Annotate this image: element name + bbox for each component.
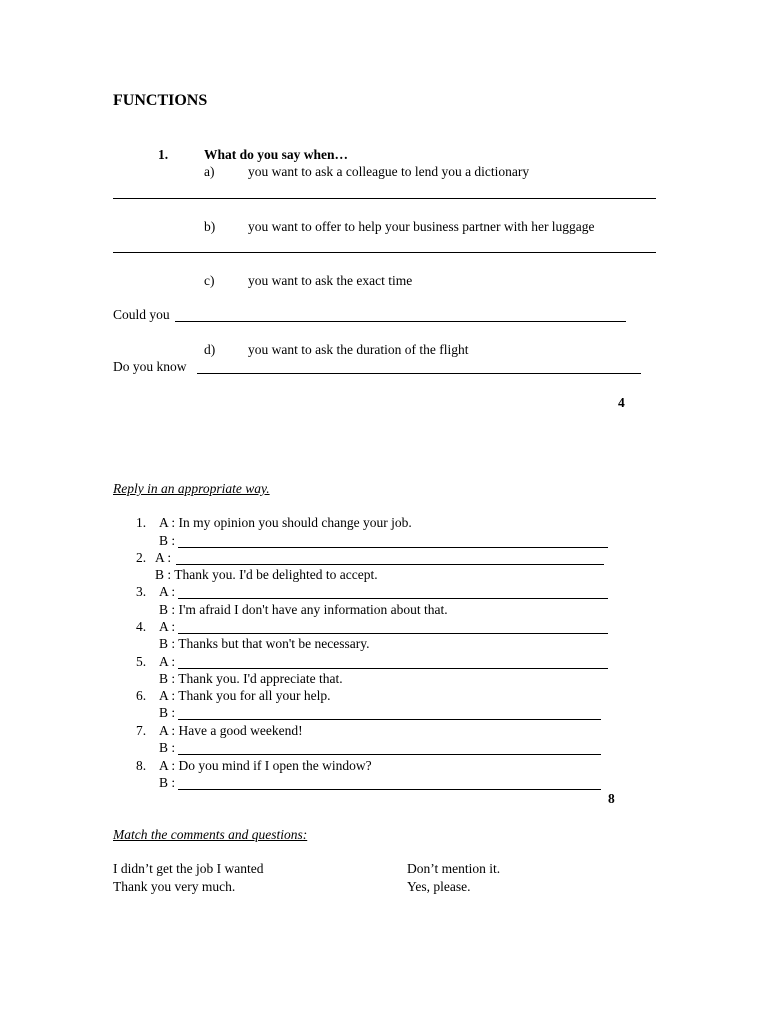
answer-prefix: Could you	[113, 307, 170, 322]
answer-line[interactable]	[175, 321, 626, 322]
item-letter: a)	[204, 164, 215, 179]
item-prompt: you want to offer to help your business partner with her luggage	[248, 219, 595, 234]
item-number: 4.	[136, 619, 147, 634]
response-item: Yes, please.	[407, 879, 471, 894]
speaker-b-label: B :	[159, 705, 176, 720]
item-number: 1.	[136, 515, 147, 530]
speaker-b-text: B : Thank you. I'd be delighted to accept.	[155, 567, 378, 582]
speaker-b-text: B : Thanks but that won't be necessary.	[159, 636, 370, 651]
speaker-a-label: A :	[159, 619, 176, 634]
item-number: 5.	[136, 654, 147, 669]
item-prompt: you want to ask the duration of the flight	[248, 342, 469, 357]
answer-line[interactable]	[178, 598, 608, 599]
speaker-a-text: A : Thank you for all your help.	[159, 688, 331, 703]
item-prompt: you want to ask a colleague to lend you a dictionary	[248, 164, 530, 179]
speaker-a-label: A :	[155, 550, 172, 565]
answer-line[interactable]	[178, 789, 601, 790]
comment-item: I didn’t get the job I wanted	[113, 861, 264, 876]
item-letter: c)	[204, 273, 215, 288]
speaker-a-label: A :	[159, 584, 176, 599]
section-instruction: Match the comments and questions:	[113, 827, 308, 842]
speaker-b-label: B :	[159, 740, 176, 755]
question-heading: What do you say when…	[204, 147, 349, 162]
speaker-a-text: A : Have a good weekend!	[159, 723, 303, 738]
answer-line[interactable]	[178, 547, 608, 548]
speaker-a-text: A : Do you mind if I open the window?	[159, 758, 372, 773]
item-letter: b)	[204, 219, 216, 234]
speaker-b-label: B :	[159, 533, 176, 548]
speaker-a-text: A : In my opinion you should change your job.	[159, 515, 412, 530]
speaker-b-text: B : I'm afraid I don't have any information about that.	[159, 602, 448, 617]
item-number: 2.	[136, 550, 147, 565]
answer-line[interactable]	[176, 564, 604, 565]
answer-line[interactable]	[113, 198, 656, 199]
response-item: Don’t mention it.	[407, 861, 501, 876]
score: 8	[608, 791, 615, 806]
item-prompt: you want to ask the exact time	[248, 273, 413, 288]
comment-item: Thank you very much.	[113, 879, 236, 894]
speaker-a-label: A :	[159, 654, 176, 669]
score: 4	[618, 395, 625, 410]
item-number: 7.	[136, 723, 147, 738]
speaker-b-label: B :	[159, 775, 176, 790]
answer-prefix: Do you know	[113, 359, 187, 374]
question-number: 1.	[158, 147, 169, 162]
item-number: 3.	[136, 584, 147, 599]
item-number: 6.	[136, 688, 147, 703]
answer-line[interactable]	[113, 252, 656, 253]
page-title: FUNCTIONS	[113, 92, 208, 109]
section-instruction: Reply in an appropriate way.	[113, 481, 270, 496]
answer-line[interactable]	[178, 754, 601, 755]
item-letter: d)	[204, 342, 216, 357]
answer-line[interactable]	[178, 633, 608, 634]
answer-line[interactable]	[178, 668, 608, 669]
speaker-b-text: B : Thank you. I'd appreciate that.	[159, 671, 343, 686]
answer-line[interactable]	[178, 719, 601, 720]
answer-line[interactable]	[197, 373, 641, 374]
item-number: 8.	[136, 758, 147, 773]
